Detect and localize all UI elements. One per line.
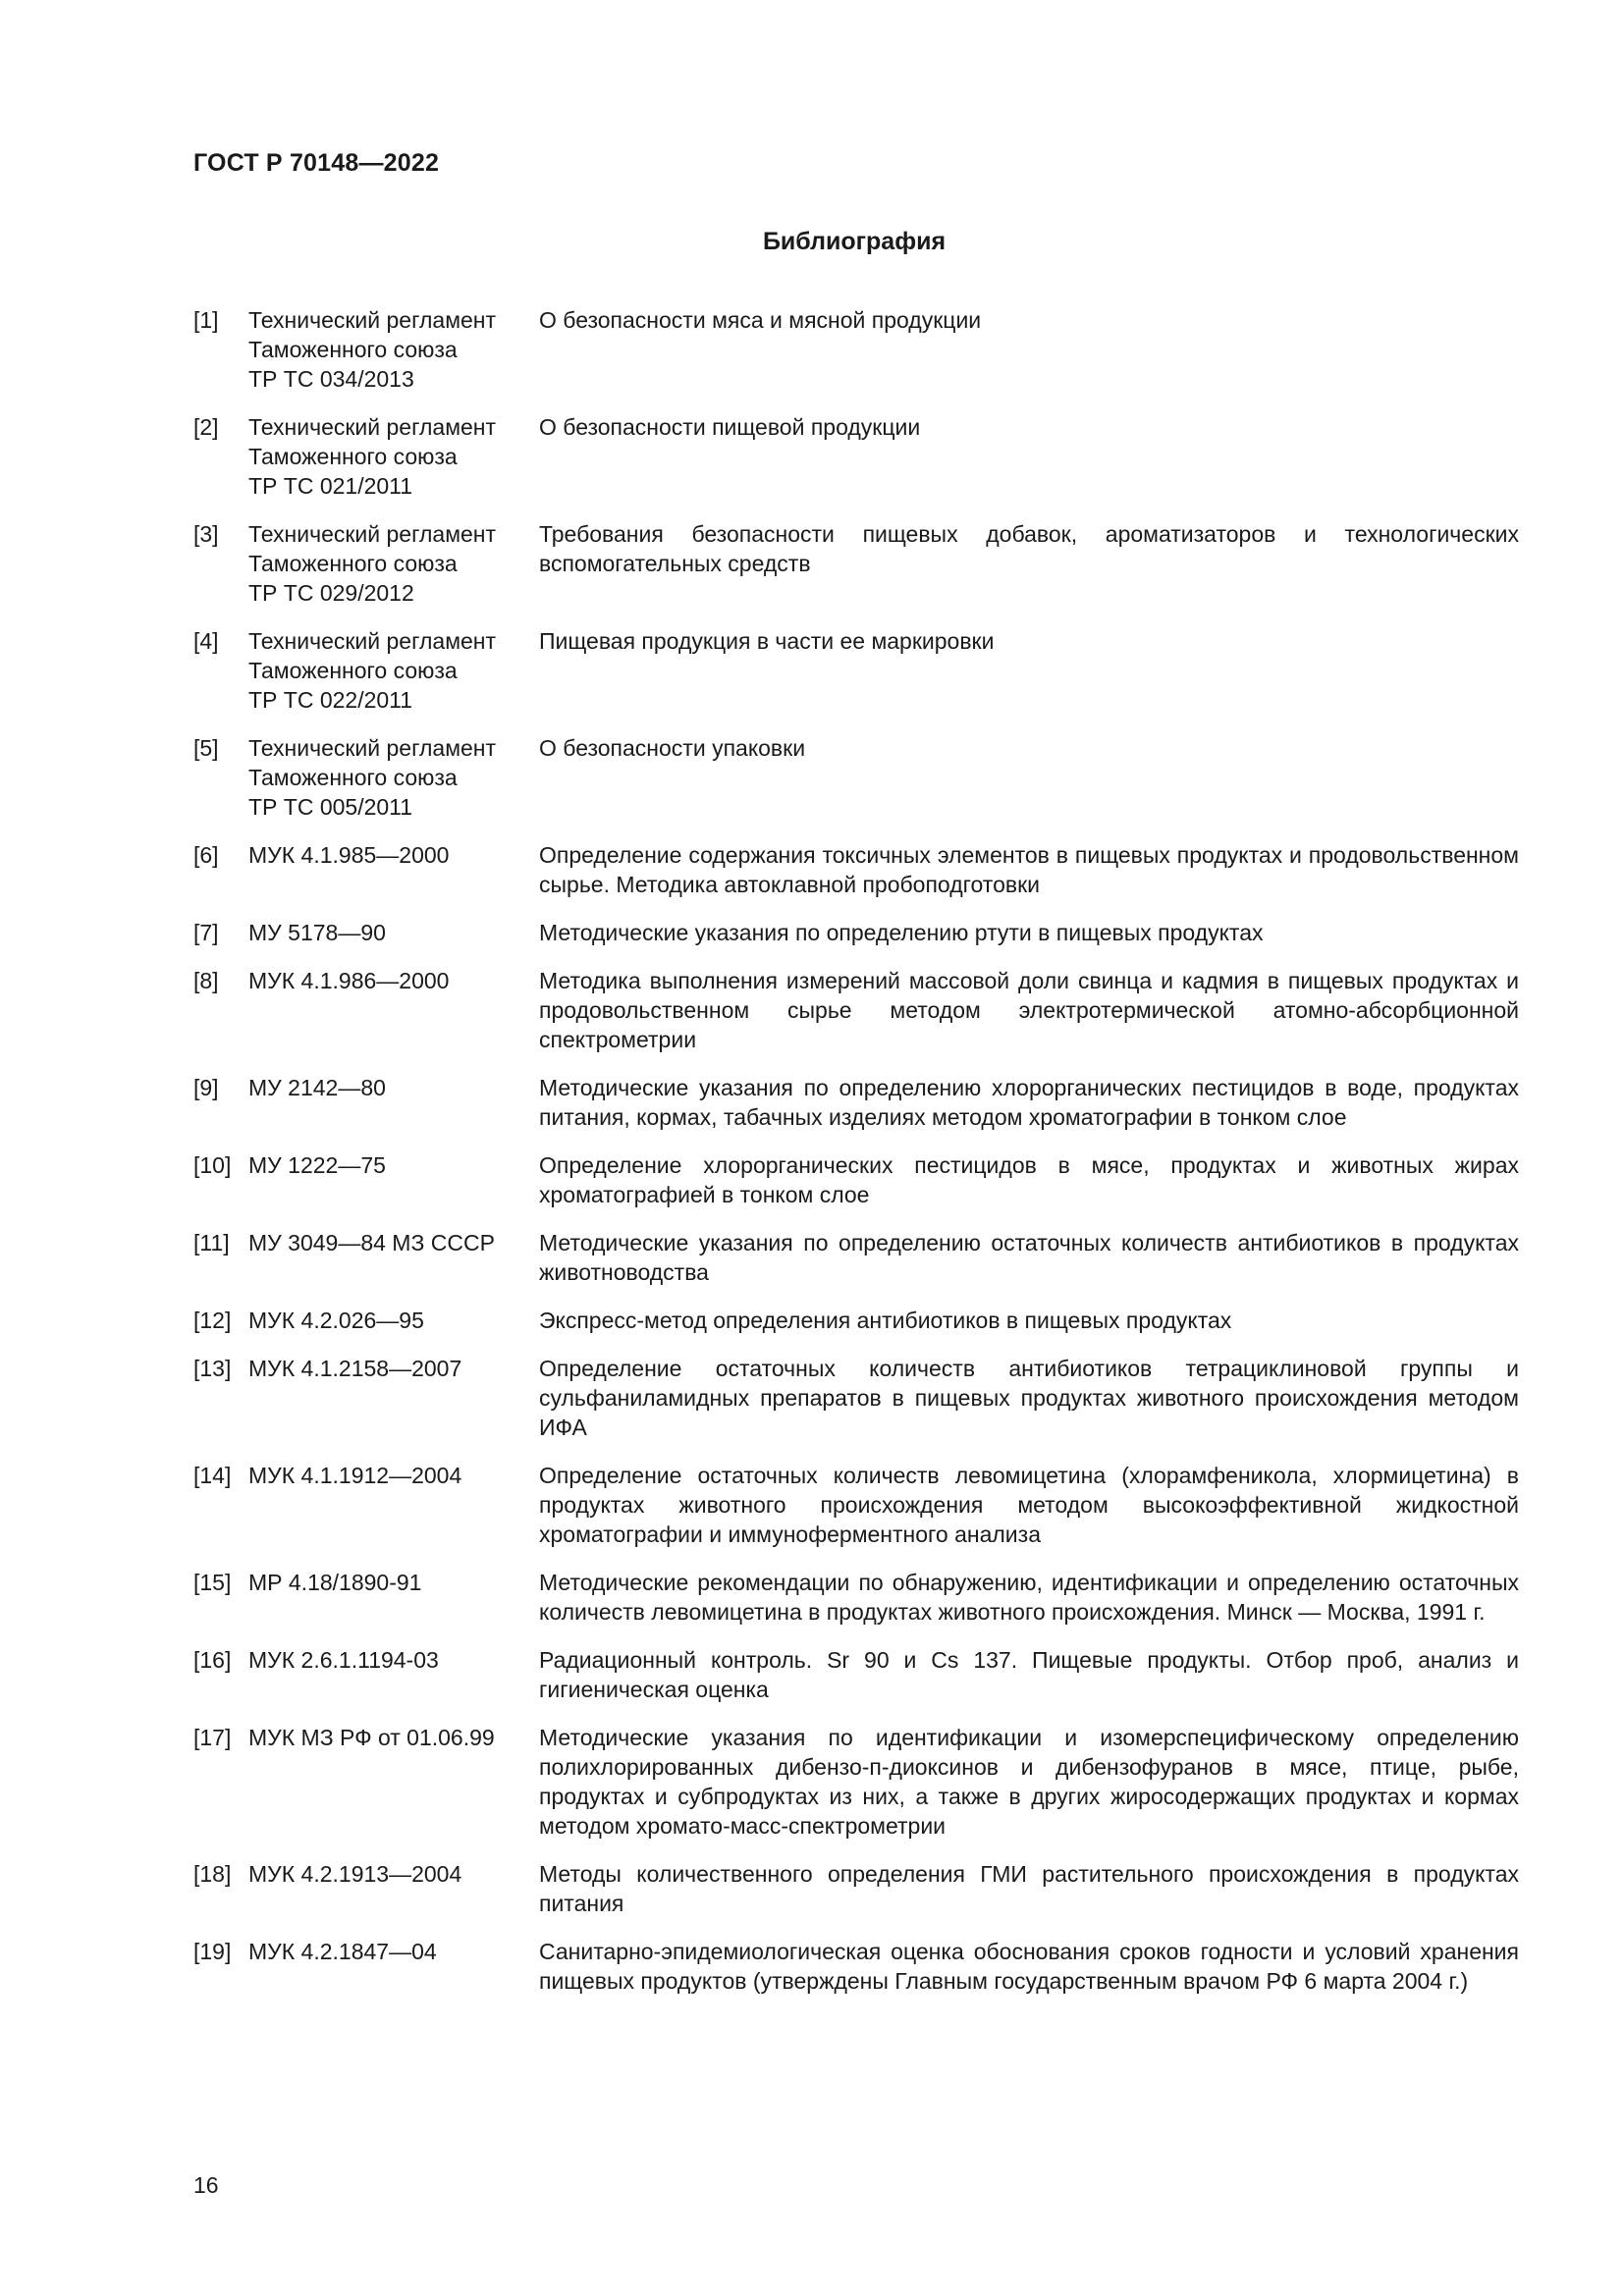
document-header: ГОСТ Р 70148—2022 [193, 149, 440, 177]
entry-description: Методические указания по определению ртути в пищевых продуктах [539, 920, 1264, 945]
entry-reference-code: МУК 4.1.1912—2004 [248, 1463, 462, 1488]
entry-description: Экспресс-метод определения антибиотиков в пищевых продуктах [539, 1308, 1232, 1333]
entry-number: [15] [193, 1570, 232, 1595]
entry-number: [8] [193, 968, 219, 993]
entry-description: Требования безопасности пищевых добавок, ароматизаторов и технологических вспомогательных средств [539, 521, 1519, 576]
entry-number: [19] [193, 1939, 232, 1964]
entry-number: [11] [193, 1230, 230, 1255]
entry-number: [2] [193, 414, 219, 440]
entry-reference-code: МУ 1222—75 [248, 1152, 386, 1178]
section-title: Библиография [762, 228, 947, 255]
bibliography-entry [193, 1228, 1519, 1287]
entry-reference-code: Технический регламент Таможенного союза ТР ТС 022/2011 [248, 628, 497, 713]
entry-description: Методические указания по идентификации и изомерспецифическому определению полихлорированных дибензо-п-диоксинов и дибензофуранов в мясе, птице, рыбе, продуктах и субпродуктах из них, а также в других жиросодержащих продуктах и кормах методом хромато-масс-спектрометрии [539, 1725, 1519, 1839]
bibliography-entry [193, 1150, 1519, 1209]
bibliography-entry [193, 1937, 1519, 1996]
bibliography-entry [193, 1306, 1519, 1335]
entry-number: [1] [193, 307, 219, 333]
entry-number: [6] [193, 842, 219, 868]
bibliography-entry [193, 733, 1519, 822]
entry-description: Методические рекомендации по обнаружению, идентификации и определению остаточных количеств левомицетина в продуктах животного происхождения. Минск — Москва, 1991 г. [539, 1570, 1519, 1625]
entry-number: [5] [193, 735, 219, 761]
bibliography-entry [193, 1568, 1519, 1627]
entry-number: [10] [193, 1152, 232, 1178]
entry-reference-code: МУК 4.1.986—2000 [248, 968, 450, 993]
entry-number: [9] [193, 1075, 219, 1100]
entry-number: [16] [193, 1647, 232, 1673]
entry-reference-code: Технический регламент Таможенного союза ТР ТС 005/2011 [248, 735, 497, 820]
entry-description: Санитарно-эпидемиологическая оценка обоснования сроков годности и условий хранения пищевых продуктов (утверждены Главным государственным врачом РФ 6 марта 2004 г.) [539, 1939, 1519, 1994]
entry-description: О безопасности мяса и мясной продукции [539, 307, 982, 333]
entry-reference-code: МР 4.18/1890-91 [248, 1570, 422, 1595]
bibliography-entry [193, 840, 1519, 899]
bibliography-entry [193, 519, 1519, 608]
bibliography-entry [193, 1645, 1519, 1704]
entry-reference-code: МУК 4.2.1913—2004 [248, 1861, 462, 1887]
bibliography-entry [193, 966, 1519, 1054]
entry-number: [12] [193, 1308, 232, 1333]
bibliography-entry [193, 305, 1519, 394]
entry-number: [3] [193, 521, 219, 547]
entry-reference-code: Технический регламент Таможенного союза ТР ТС 029/2012 [248, 521, 497, 606]
bibliography-entry [193, 626, 1519, 715]
entry-number: [13] [193, 1356, 232, 1381]
entry-reference-code: МУК 4.1.2158—2007 [248, 1356, 462, 1381]
entry-description: Определение содержания токсичных элементов в пищевых продуктах и продовольственном сырье. Методика автоклавной пробоподготовки [539, 842, 1519, 897]
entry-description: Определение остаточных количеств левомицетина (хлорамфеникола, хлормицетина) в продуктах животного происхождения методом высокоэффективной жидкостной хроматографии и иммуноферментного анализа [539, 1463, 1519, 1547]
entry-description: О безопасности упаковки [539, 735, 806, 761]
entry-number: [17] [193, 1725, 232, 1750]
entry-description: Методика выполнения измерений массовой доли свинца и кадмия в пищевых продуктах и продовольственном сырье методом электротермической атомно-абсорбционной спектрометрии [539, 968, 1519, 1052]
bibliography-entry [193, 1354, 1519, 1442]
entry-number: [14] [193, 1463, 232, 1488]
bibliography-entry [193, 918, 1519, 947]
bibliography-entry [193, 1461, 1519, 1549]
bibliography-entry [193, 412, 1519, 501]
entry-description: Определение хлорорганических пестицидов в мясе, продуктах и животных жирах хроматографией в тонком слое [539, 1152, 1519, 1207]
entry-description: О безопасности пищевой продукции [539, 414, 921, 440]
bibliography-entry [193, 1073, 1519, 1132]
entry-number: [4] [193, 628, 219, 654]
entry-reference-code: МУК 4.1.985—2000 [248, 842, 450, 868]
entry-reference-code: МУ 3049—84 МЗ СССР [248, 1230, 495, 1255]
entry-number: [7] [193, 920, 219, 945]
entry-number: [18] [193, 1861, 232, 1887]
entry-reference-code: МУК 4.2.026—95 [248, 1308, 424, 1333]
entry-description: Определение остаточных количеств антибиотиков тетрациклиновой группы и сульфаниламидных препаратов в пищевых продуктах животного происхождения методом ИФА [539, 1356, 1519, 1440]
page-number: 16 [193, 2172, 219, 2198]
entry-description: Радиационный контроль. Sr 90 и Cs 137. Пищевые продукты. Отбор проб, анализ и гигиеническая оценка [539, 1647, 1519, 1702]
entry-reference-code: МУ 2142—80 [248, 1075, 386, 1100]
bibliography-entry [193, 1723, 1519, 1841]
entry-description: Методические указания по определению остаточных количеств антибиотиков в продуктах животноводства [539, 1230, 1519, 1285]
entry-reference-code: МУК 2.6.1.1194-03 [248, 1647, 439, 1673]
entry-reference-code: МУК МЗ РФ от 01.06.99 [248, 1725, 495, 1750]
entry-reference-code: МУК 4.2.1847—04 [248, 1939, 437, 1964]
entry-description: Методы количественного определения ГМИ растительного происхождения в продуктах питания [539, 1861, 1519, 1916]
bibliography-entry [193, 1859, 1519, 1918]
entry-description: Методические указания по определению хлорорганических пестицидов в воде, продуктах питания, кормах, табачных изделиях методом хроматографии в тонком слое [539, 1075, 1519, 1130]
entry-reference-code: Технический регламент Таможенного союза ТР ТС 021/2011 [248, 414, 497, 499]
entry-reference-code: МУ 5178—90 [248, 920, 386, 945]
bibliography-list [193, 305, 1519, 2014]
entry-reference-code: Технический регламент Таможенного союза ТР ТС 034/2013 [248, 307, 497, 392]
entry-description: Пищевая продукция в части ее маркировки [539, 628, 995, 654]
